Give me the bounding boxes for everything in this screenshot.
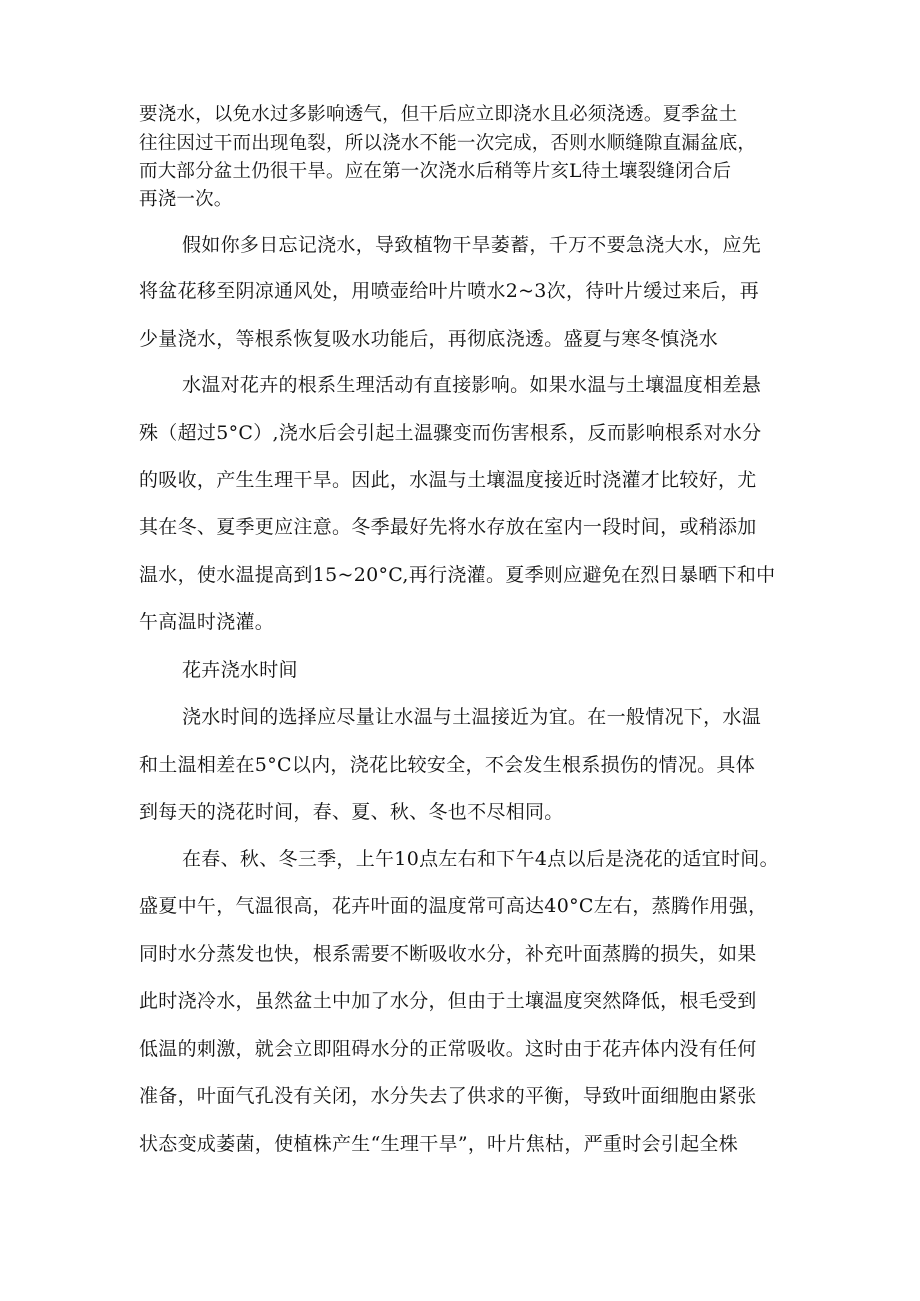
paragraph-first-line: 在春、秋、冬三季，上午10点左右和下午4点以后是浇花的适宜时间。: [182, 848, 779, 870]
paragraph-first-line: 浇水时间的选择应尽量让水温与土温接近为宜。在一般情况下，水温: [182, 706, 762, 728]
text-line: 同时水分蒸发也快，根系需要不断吸收水分，补充叶面蒸腾的损失，如果: [139, 943, 757, 965]
text-line: 盛夏中午，气温很高，花卉叶面的温度常可高达40°C左右，蒸腾作用强，: [139, 895, 768, 917]
section-heading: 花卉浇水时间: [182, 659, 298, 681]
text-line: 温水，使水温提高到15~20°C,再行浇灌。夏季则应避免在烈日暴晒下和中: [139, 564, 776, 586]
text-line: 往往因过干而出现龟裂，所以浇水不能一次完成，否则水顺缝隙直漏盆底，: [139, 133, 757, 154]
text-line: 其在冬、夏季更应注意。冬季最好先将水存放在室内一段时间，或稍添加: [139, 516, 757, 538]
text-line: 少量浇水，等根系恢复吸水功能后，再彻底浇透。盛夏与寒冬慎浇水: [139, 328, 719, 350]
text-line: 状态变成萎菌，使植株产生“生理干旱”，叶片焦枯，严重时会引起全株: [139, 1133, 739, 1155]
text-line: 的吸收，产生生理干旱。因此，水温与土壤温度接近时浇灌才比较好，尤: [139, 469, 757, 491]
text-line: 到每天的浇花时间，春、夏、秋、冬也不尽相同。: [139, 801, 564, 823]
paragraph-first-line: 水温对花卉的根系生理活动有直接影响。如果水温与土壤温度相差悬: [182, 374, 762, 396]
text-line: 低温的刺激，就会立即阻碍水分的正常吸收。这时由于花卉体内没有任何: [139, 1038, 757, 1060]
text-line: 将盆花移至阴凉通风处，用喷壶给叶片喷水2~3次，待叶片缓过来后，再: [139, 280, 759, 302]
text-line: 此时浇冷水，虽然盆土中加了水分，但由于土壤温度突然降低，根毛受到: [139, 990, 757, 1012]
text-line: 再浇一次。: [139, 189, 233, 210]
text-line: 准备，叶面气孔没有关闭，水分失去了供求的平衡，导致叶面细胞由紧张: [139, 1085, 757, 1107]
text-line: 午高温时浇灌。: [139, 611, 275, 633]
text-line: 和土温相差在5°C以内，浇花比较安全，不会发生根系损伤的情况。具体: [139, 754, 756, 776]
text-line: 而大部分盆土仍很干旱。应在第一次浇水后稍等片亥L待土壤裂缝闭合后: [139, 161, 732, 182]
paragraph-first-line: 假如你多日忘记浇水，导致植物干旱萎蓄，千万不要急浇大水，应先: [182, 234, 762, 256]
text-line: 要浇水，以免水过多影响透气，但干后应立即浇水且必须浇透。夏季盆土: [139, 104, 738, 125]
text-line: 殊（超过5°C）,浇水后会引起土温骤变而伤害根系，反而影响根系对水分: [139, 422, 762, 444]
